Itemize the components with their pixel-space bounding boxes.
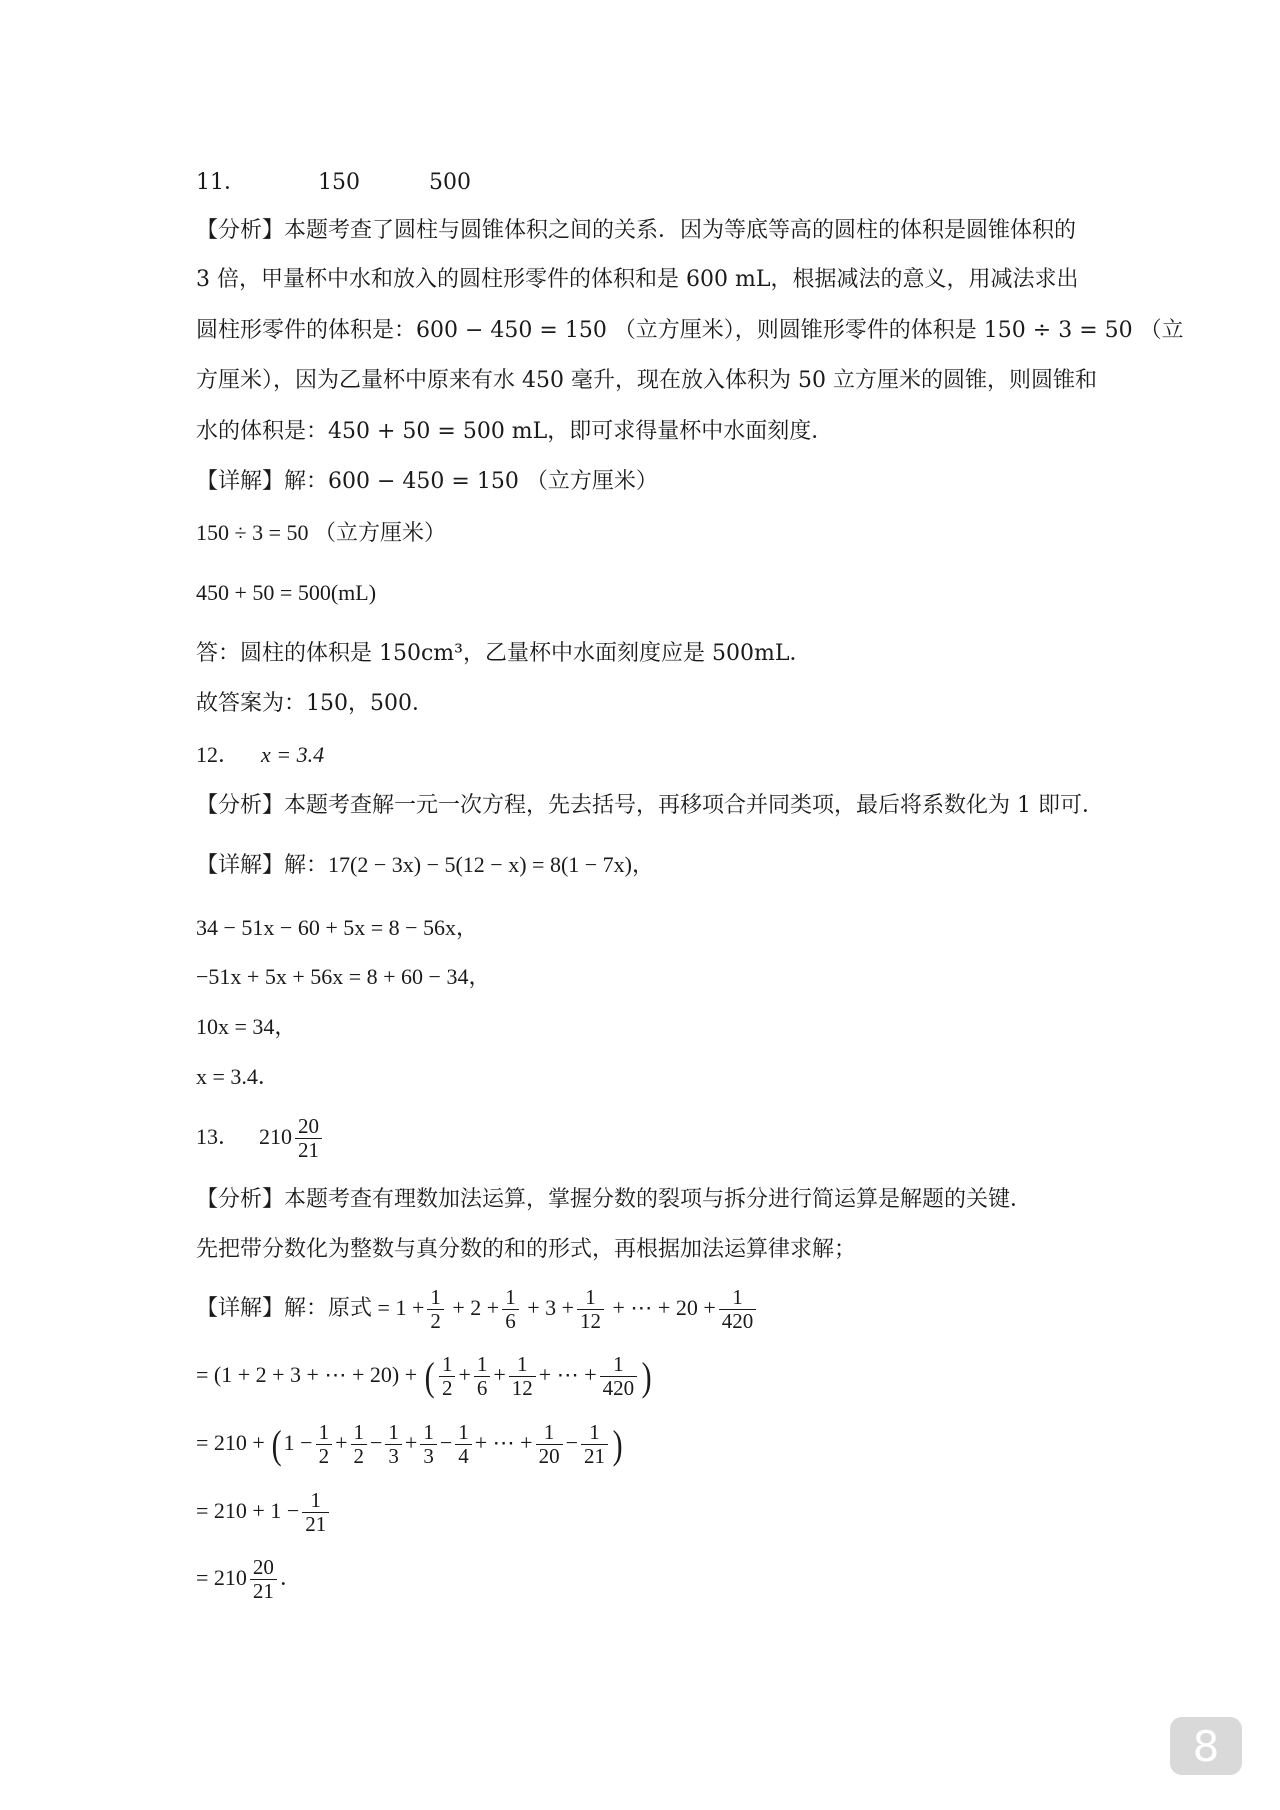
fraction: $\frac{1}{4}$: [455, 1421, 472, 1468]
q11-analysis-line-4: 方厘米），因为乙量杯中原来有水 450 毫升，现在放入体积为 50 立方厘米的圆锥，则圆锥和: [196, 368, 1097, 393]
q11-detail-line-2: 150 ÷ 3 = 50 （立方厘米）: [196, 520, 446, 545]
fraction: $\frac{1}{21}$: [581, 1421, 608, 1468]
fraction: $\frac{20}{21}$: [250, 1556, 277, 1603]
q13-analysis-line-1: 【分析】本题考查有理数加法运算，掌握分数的裂项与拆分进行简运算是解题的关键．: [196, 1187, 1033, 1212]
fraction: $\frac{1}{420}$: [719, 1286, 757, 1333]
fraction: $\frac{1}{2}$: [316, 1421, 333, 1468]
fraction: $\frac{1}{21}$: [302, 1489, 329, 1536]
q11-analysis-line-2: 3 倍，甲量杯中水和放入的圆柱形零件的体积和是 600 mL，根据减法的意义，用减法求出: [196, 267, 1079, 292]
q11-detail-line-1: 【详解】解：600 − 450 = 150 （立方厘米）: [196, 469, 658, 494]
q11-answer-2: 500: [429, 170, 471, 195]
q13-detail-row-2: = (1 + 2 + 3 + ⋯ + 20) + ( $\frac{1}{2}$ + $\frac{1}{6}$ + $\frac{1}{12}$ + ⋯ + $\frac{1}{420}$ ): [196, 1352, 652, 1401]
q13-detail-row-4: = 210 + 1 − $\frac{1}{21}$: [196, 1483, 1096, 1539]
fraction: $\frac{1}{420}$: [600, 1353, 638, 1400]
fraction: $\frac{1}{12}$: [577, 1286, 604, 1333]
q12-answer: x = 3.4: [261, 742, 325, 767]
fraction: $\frac{1}{12}$: [509, 1353, 536, 1400]
fraction: $\frac{1}{3}$: [385, 1421, 402, 1468]
q11-final-answer: 故答案为：150，500．: [196, 691, 434, 716]
q13-answer-fraction: $\frac{20}{21}$: [295, 1115, 322, 1162]
q12-detail-line-1: 【详解】解：17(2 − 3x) − 5(12 − x) = 8(1 − 7x)，: [196, 852, 655, 877]
q12-step-2: −51x + 5x + 56x = 8 + 60 − 34，: [196, 964, 491, 989]
q11-analysis-line-5: 水的体积是：450 + 50 = 500 mL，即可求得量杯中水面刻度．: [196, 419, 834, 444]
q12-heading: 12． x = 3.4: [196, 742, 325, 767]
q11-analysis-line-3: 圆柱形零件的体积是：600 − 450 = 150 （立方厘米），则圆锥形零件的体积是 150 ÷ 3 = 50 （立: [196, 318, 1184, 343]
fraction: $\frac{1}{2}$: [439, 1353, 456, 1400]
fraction: $\frac{1}{2}$: [351, 1421, 368, 1468]
q11-answer-sentence: 答：圆柱的体积是 150cm³，乙量杯中水面刻度应是 500mL．: [196, 641, 812, 666]
q12-analysis: 【分析】本题考查解一元一次方程，先去括号，再移项合并同类项，最后将系数化为 1 即可．: [196, 793, 1105, 818]
q12-step-4: x = 3.4．: [196, 1064, 280, 1089]
fraction: $\frac{1}{3}$: [420, 1421, 437, 1468]
q11-heading: 11． 150 500: [196, 170, 471, 195]
fraction: $\frac{1}{6}$: [474, 1353, 491, 1400]
q13-analysis-line-2: 先把带分数化为整数与真分数的和的形式，再根据加法运算律求解；: [196, 1237, 857, 1262]
fraction: $\frac{1}{20}$: [536, 1421, 563, 1468]
q13-heading: 13． 210 $\frac{20}{21}$: [196, 1112, 1096, 1162]
q13-detail-row-5: = 210 $\frac{20}{21}$ ．: [196, 1555, 302, 1604]
q12-step-1: 34 − 51x − 60 + 5x = 8 − 56x，: [196, 915, 479, 940]
q11-analysis-line-1: 【分析】本题考查了圆柱与圆锥体积之间的关系．因为等底等高的圆柱的体积是圆锥体积的: [196, 218, 1077, 243]
q13-detail-row-1: 【详解】解：原式 = 1 + $\frac{1}{2}$ + 2 + $\frac{1}{6}$ + 3 + $\frac{1}{12}$ + ⋯ + 20 + $\frac{1}{420}$: [196, 1280, 1096, 1336]
q13-detail-row-3: = 210 + (1 − $\frac{1}{2}$ + $\frac{1}{2}$ − $\frac{1}{3}$ + $\frac{1}{3}$ − $\frac{1}{4}$ + ⋯ + $\frac{1}{20}$ − $\frac{1}{21}$ ): [196, 1420, 623, 1469]
q11-detail-line-3: 450 + 50 = 500(mL): [196, 580, 377, 605]
q12-step-3: 10x = 34，: [196, 1014, 297, 1039]
q11-answer-1: 150: [318, 170, 360, 195]
fraction: $\frac{1}{2}$: [427, 1286, 444, 1333]
page-number-badge: 8: [1170, 1717, 1242, 1775]
fraction: $\frac{1}{6}$: [502, 1286, 519, 1333]
